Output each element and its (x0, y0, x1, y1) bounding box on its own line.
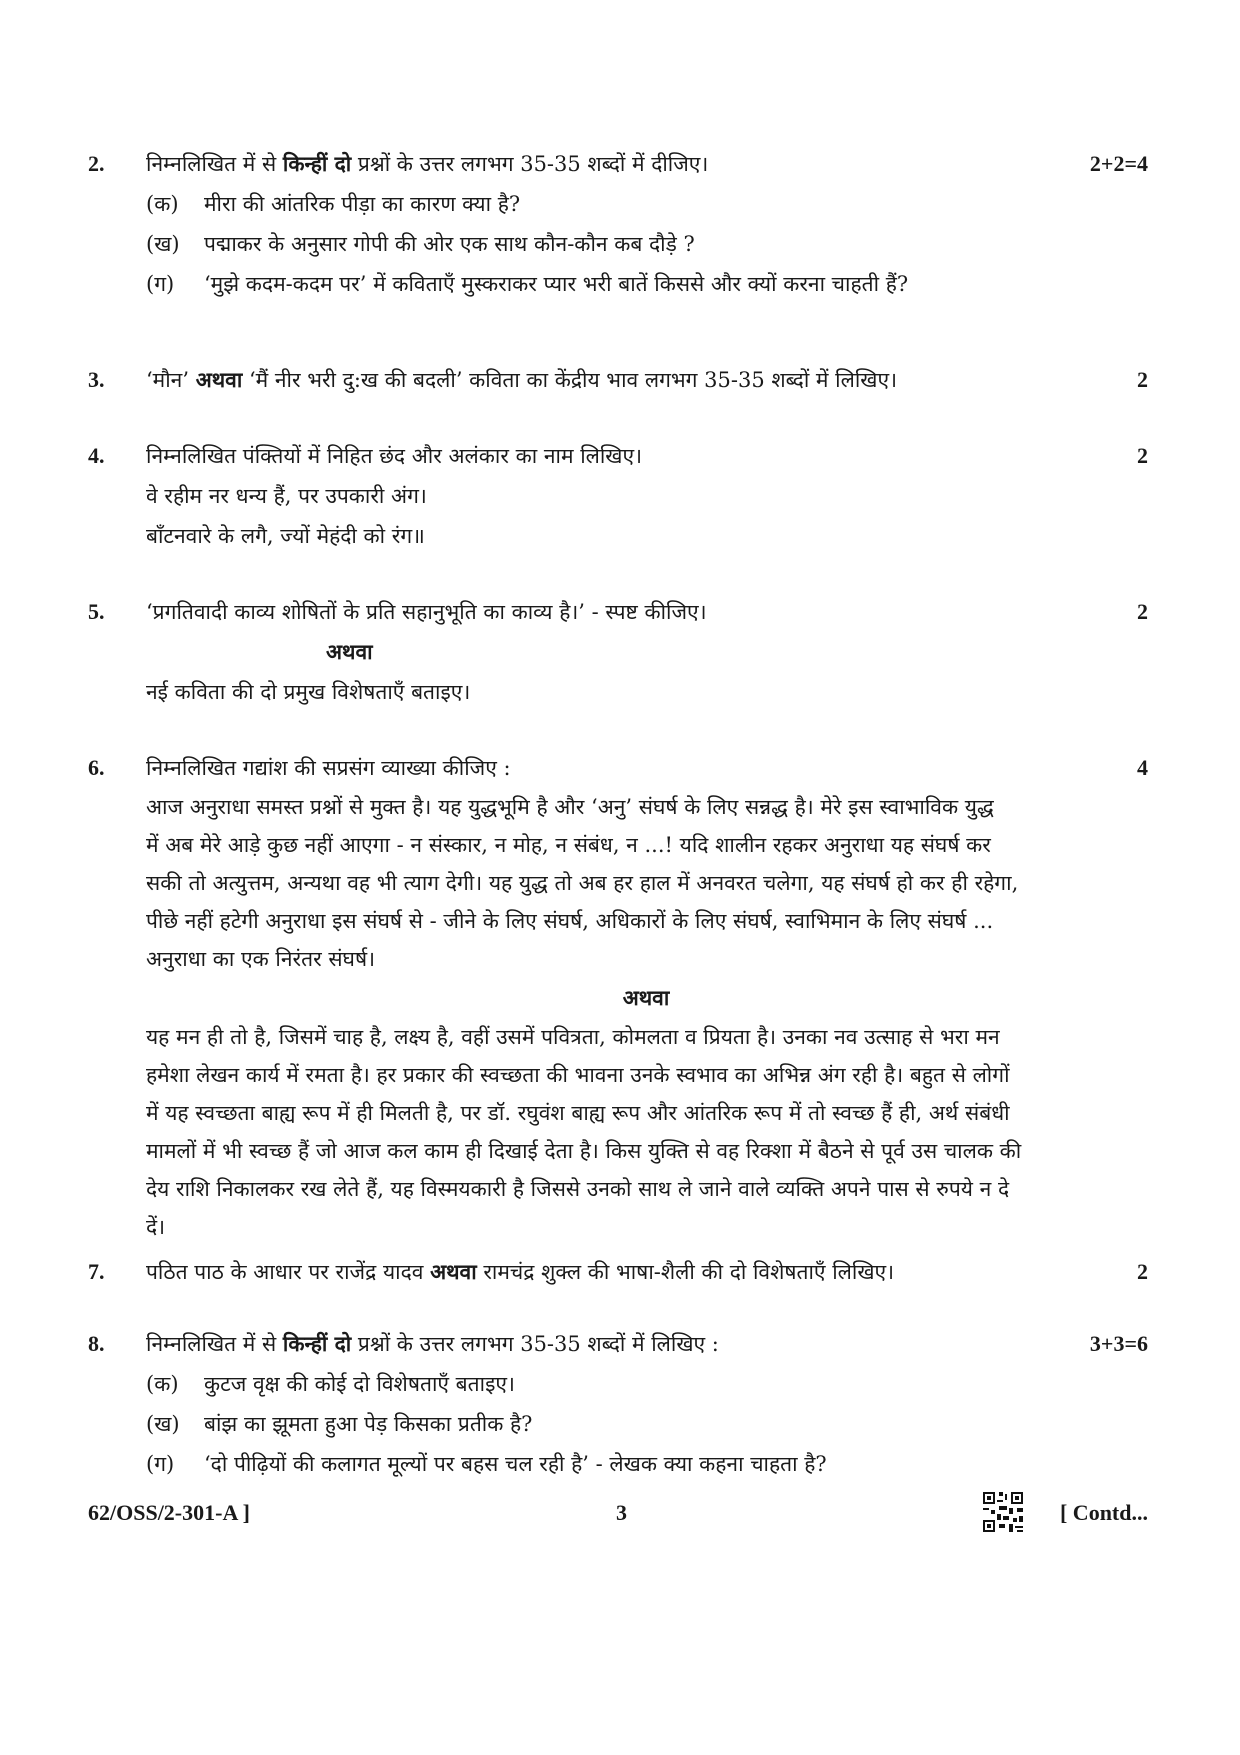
question-number: 2. (88, 151, 105, 176)
question-text: ‘मौन’ अथवा ‘मैं नीर भरी दु:ख की बदली’ कविता का केंद्रीय भाव लगभग 35-35 शब्दों में लिखिए। (146, 367, 898, 392)
question-number: 4. (88, 443, 105, 468)
sub-question-ga: (ग) ‘मुझे कदम-कदम पर’ में कविताएँ मुस्कराकर प्यार भरी बातें किससे और क्यों करना चाहती हैं? (146, 272, 909, 296)
question-2 (88, 144, 1148, 304)
question-number: 5. (88, 599, 105, 624)
continued-label: [ Contd... (1059, 1500, 1148, 1525)
question-6 (88, 748, 1148, 1246)
question-marks: 2 (1137, 443, 1148, 468)
question-text: पठित पाठ के आधार पर राजेंद्र यादव अथवा रामचंद्र शुक्ल की भाषा-शैली की दो विशेषताएँ लिखिए। (146, 1259, 895, 1284)
verse-line-1: वे रहीम नर धन्य हैं, पर उपकारी अंग। (146, 484, 427, 508)
question-marks: 3+3=6 (1089, 1331, 1148, 1356)
question-marks: 2 (1137, 599, 1148, 624)
page-number: 3 (616, 1500, 627, 1525)
sub-question-kha: (ख) बांझ का झूमता हुआ पेड़ किसका प्रतीक है? (146, 1412, 533, 1436)
or-separator: अथवा (622, 985, 670, 1010)
question-number: 7. (88, 1259, 105, 1284)
question-marks: 2 (1137, 1259, 1148, 1284)
passage-2: यह मन ही तो है, जिसमें चाह है, लक्ष्य है, वहीं उसमें पवित्रता, कोमलता व प्रियता है। उनका नव उत्साह से भरा मन हमेशा लेखन कार्य में रमता है। हर प्रकार की स्वच्छता की भावना उनके स्वभाव का अभिन्न अंग रही है। बहुत से लोगों में यह स्वच्छता बाह्य रूप में ही मिलती है, पर डॉ. रघुवंश बाह्य रूप और आंतरिक रूप में तो स्वच्छ हैं ही, अर्थ संबंधी मामलों में भी स्वच्छ हैं जो आज कल काम ही दिखाई देता है। किस युक्ति से वह रिक्शा में बैठने से पूर्व उस चालक की देय राशि निकालकर रख लेते हैं, यह विस्मयकारी है जिससे उनको साथ ले जाने वाले व्यक्ति अपने पास से रुपये न दे दें। (146, 1025, 1022, 1239)
or-separator: अथवा (326, 639, 373, 664)
question-marks: 4 (1137, 755, 1148, 780)
sub-question-ka: (क) मीरा की आंतरिक पीड़ा का कारण क्या है? (146, 192, 521, 216)
sub-question-ga: (ग) ‘दो पीढ़ियों की कलागत मूल्यों पर बहस चल रही है’ - लेखक क्या कहना चाहता है? (146, 1452, 827, 1476)
question-marks: 2 (1137, 367, 1148, 392)
question-number: 3. (88, 367, 105, 392)
question-3 (88, 360, 1148, 400)
page-footer (88, 1500, 1148, 1540)
question-number: 6. (88, 755, 105, 780)
qr-code-icon (983, 1492, 1023, 1532)
question-marks: 2+2=4 (1089, 151, 1148, 176)
passage-1: आज अनुराधा समस्त प्रश्नों से मुक्त है। यह युद्धभूमि है और ‘अनु’ संघर्ष के लिए सन्नद्ध है। मेरे इस स्वाभाविक युद्ध में अब मेरे आड़े कुछ नहीं आएगा - न संस्कार, न मोह, न संबंध, न ...! यदि शालीन रहकर अनुराधा यह संघर्ष कर सकी तो अत्युत्तम, अन्यथा वह भी त्याग देगी। यह युद्ध तो अब हर हाल में अनवरत चलेगा, यह संघर्ष हो कर ही रहेगा, पीछे नहीं हटेगी अनुराधा इस संघर्ष से - जीने के लिए संघर्ष, अधिकारों के लिए संघर्ष, स्वाभिमान के लिए संघर्ष ... अनुराधा का एक निरंतर संघर्ष। (146, 795, 1019, 971)
alternate-question: नई कविता की दो प्रमुख विशेषताएँ बताइए। (146, 680, 471, 704)
question-7 (88, 1252, 1148, 1292)
question-text: निम्नलिखित में से किन्हीं दो प्रश्नों के उत्तर लगभग 35-35 शब्दों में लिखिए : (146, 1331, 719, 1356)
question-text: निम्नलिखित गद्यांश की सप्रसंग व्याख्या कीजिए : (146, 756, 511, 780)
question-4 (88, 436, 1148, 556)
verse-line-2: बाँटनवारे के लगै, ज्यों मेहंदी को रंग॥ (146, 524, 425, 548)
paper-code: 62/OSS/2-301-A ] (88, 1500, 250, 1525)
question-text: ‘प्रगतिवादी काव्य शोषितों के प्रति सहानुभूति का काव्य है।’ - स्पष्ट कीजिए। (146, 600, 707, 624)
sub-question-kha: (ख) पद्माकर के अनुसार गोपी की ओर एक साथ कौन-कौन कब दौड़े ? (146, 232, 695, 256)
question-8 (88, 1324, 1148, 1484)
question-text: निम्नलिखित पंक्तियों में निहित छंद और अलंकार का नाम लिखिए। (146, 444, 643, 468)
sub-question-ka: (क) कुटज वृक्ष की कोई दो विशेषताएँ बताइए। (146, 1372, 515, 1396)
question-5 (88, 592, 1148, 712)
question-text: निम्नलिखित में से किन्हीं दो प्रश्नों के उत्तर लगभग 35-35 शब्दों में दीजिए। (146, 151, 709, 176)
question-number: 8. (88, 1331, 105, 1356)
